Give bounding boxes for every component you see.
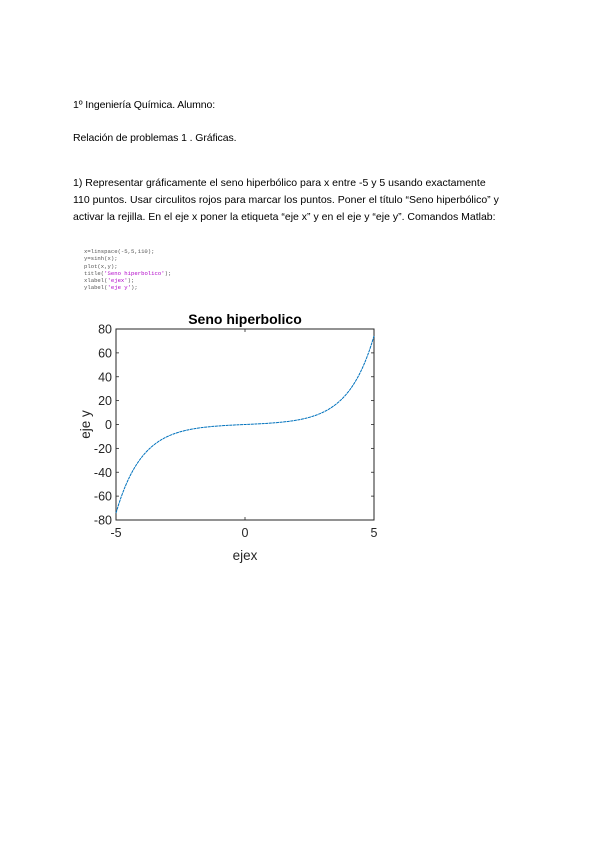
x-tick-label: 0	[241, 526, 249, 540]
code-line: x=linspace(-5,5,110);	[84, 248, 155, 255]
code-line: xlabel('ejex');	[84, 277, 135, 285]
matlab-code-block	[84, 248, 171, 292]
y-tick-label: 60	[98, 346, 112, 361]
x-tick-label: -5	[110, 526, 122, 540]
problem-line: activar la rejilla. En el eje x poner la etiqueta “eje x” y en el eje y “eje y”. Comandos Matlab:	[73, 211, 496, 223]
axes-box	[116, 329, 374, 520]
code-line: plot(x,y);	[84, 262, 118, 270]
y-tick-label: 0	[105, 418, 112, 432]
y-tick-label: -20	[93, 441, 112, 456]
subtitle: Relación de problemas 1 . Gráficas.	[73, 132, 237, 144]
code-line: title('Seno hiperbolico');	[84, 269, 172, 277]
y-tick-label: 20	[98, 394, 112, 409]
x-axis-label: ejex	[232, 548, 258, 563]
y-axis-label: eje y	[78, 410, 93, 439]
y-tick-label: 40	[98, 370, 112, 385]
x-tick-label: 5	[370, 526, 378, 540]
header-line: 1º Ingeniería Química. Alumno:	[73, 99, 216, 111]
y-tick-label: -40	[93, 465, 112, 480]
y-tick-label: -60	[93, 489, 112, 504]
problem-line: 1) Representar gráficamente el seno hiperbólico para x entre -5 y 5 usando exactamente	[73, 177, 486, 189]
chart-title: Seno hiperbolico	[188, 311, 302, 327]
code-line: ylabel('eje y');	[84, 284, 138, 292]
y-tick-label: 80	[98, 322, 112, 337]
problem-line: 110 puntos. Usar circulitos rojos para marcar los puntos. Poner el título “Seno hiperbólico” y	[73, 194, 499, 206]
code-line: y=sinh(x);	[84, 255, 118, 263]
problem-1-statement	[73, 175, 543, 226]
data-line-sinh	[116, 336, 374, 513]
y-tick-label: -80	[93, 513, 112, 528]
